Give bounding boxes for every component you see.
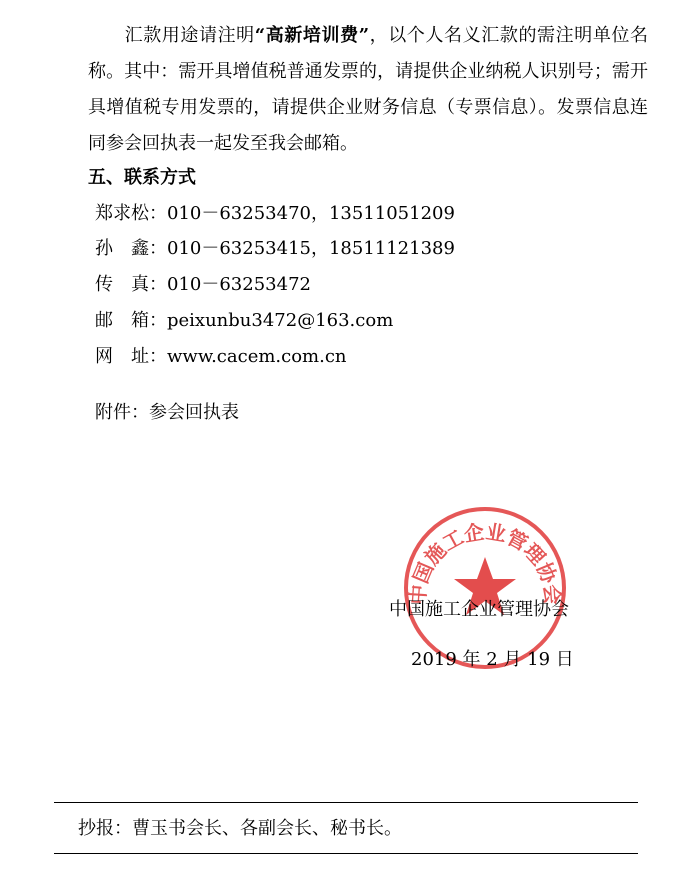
contact-value: 010－63253415，18511121389 bbox=[167, 238, 455, 259]
contact-label: 传 真： bbox=[95, 274, 167, 295]
divider-top bbox=[54, 802, 638, 803]
contact-label: 孙 鑫： bbox=[95, 238, 167, 259]
contact-label: 邮 箱： bbox=[95, 310, 167, 331]
contact-row-website bbox=[95, 346, 347, 368]
contact-label: 网 址： bbox=[95, 346, 167, 367]
contact-row-email bbox=[95, 310, 393, 332]
section-heading-contact: 五、联系方式 bbox=[88, 167, 196, 188]
attachment-note: 附件：参会回执表 bbox=[95, 402, 239, 423]
contact-row bbox=[95, 203, 455, 225]
payment-instructions-text-a: 汇款用途请注明 bbox=[124, 25, 255, 46]
issue-date: 2019 年 2 月 19 日 bbox=[411, 649, 574, 670]
payment-instructions-text-b: ，以个人名义汇款的需注明单位名称。其中：需开具增值税普通发票的，请提供企业纳税人识别号；需开具增值税专用发票的，请提供企业财务信息（专票信息）。发票信息连同参会回执表一起发至我会邮箱。 bbox=[88, 25, 649, 154]
issuing-organization: 中国施工企业管理协会 bbox=[389, 599, 569, 620]
payment-instructions-paragraph bbox=[88, 18, 648, 162]
contact-value: 010－63253472 bbox=[167, 274, 311, 295]
contact-row-fax bbox=[95, 274, 311, 296]
cc-recipients: 抄报：曹玉书会长、各副会长、秘书长。 bbox=[78, 818, 402, 839]
contact-label: 郑求松： bbox=[95, 203, 167, 224]
official-seal-icon bbox=[402, 505, 568, 671]
email-link[interactable]: peixunbu3472@163.com bbox=[167, 310, 394, 331]
website-link[interactable]: www.cacem.com.cn bbox=[167, 346, 347, 367]
contact-value: 010－63253470，13511051209 bbox=[167, 203, 455, 224]
seal-text: 中国施工企业管理协会 bbox=[405, 519, 565, 606]
payment-purpose-emphasis: “高新培训费” bbox=[254, 25, 370, 46]
contact-row bbox=[95, 238, 455, 260]
divider-bottom bbox=[54, 853, 638, 854]
